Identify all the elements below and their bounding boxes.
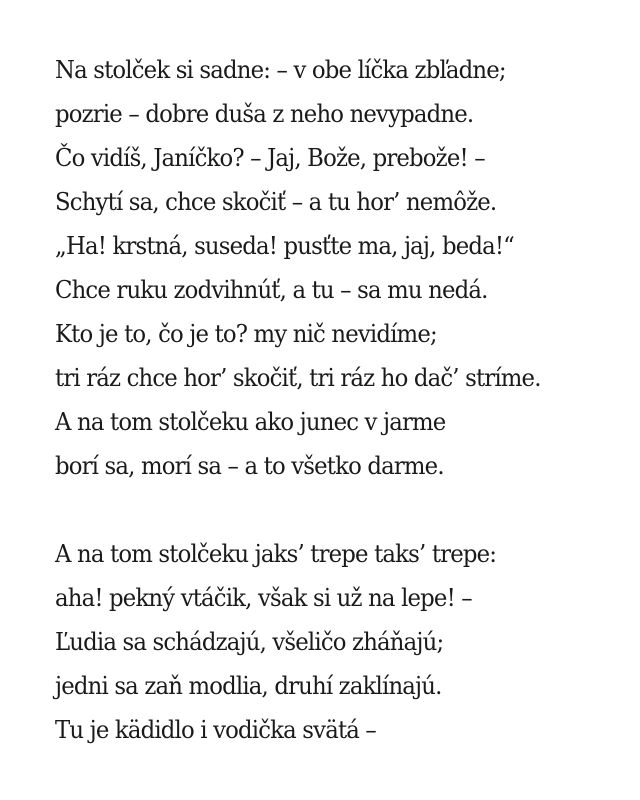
poem-line: Schytí sa, chce skočiť – a tu hor’ nemôže. — [55, 187, 497, 216]
stanza-2 — [55, 532, 625, 752]
poem-line: Chce ruku zodvihnúť, a tu – sa mu nedá. — [55, 275, 488, 304]
stanza-1 — [55, 48, 625, 488]
poem-line: A na tom stolčeku jaks’ trepe taks’ trepe: — [55, 539, 497, 568]
poem-line: pozrie – dobre duša z neho nevypadne. — [55, 99, 474, 128]
poem-line: Na stolček si sadne: – v obe líčka zbľadne; — [55, 55, 506, 84]
poem-line: Tu je kädidlo i vodička svätá – — [55, 715, 376, 744]
poem-line: A na tom stolčeku ako junec v jarme — [55, 407, 446, 436]
poem-line: „Ha! krstná, suseda! pusťte ma, jaj, beda!“ — [55, 231, 514, 260]
poem-line: borí sa, morí sa – a to všetko darme. — [55, 451, 444, 480]
poem-line: Ľudia sa schádzajú, všeličo zháňajú; — [55, 627, 444, 656]
poem-text — [55, 48, 625, 752]
poem-line: tri ráz chce hor’ skočiť, tri ráz ho dač’ strímе. — [55, 363, 541, 392]
poem-line: aha! pekný vtáčik, však si už na lepe! – — [55, 583, 472, 612]
poem-line: Kto je to, čo je to? my nič nevidíme; — [55, 319, 437, 348]
poem-line: Čo vidíš, Janíčko? – Jaj, Bože, prebože! – — [55, 143, 485, 172]
poem-line: jedni sa zaň modlia, druhí zaklínajú. — [55, 671, 442, 700]
